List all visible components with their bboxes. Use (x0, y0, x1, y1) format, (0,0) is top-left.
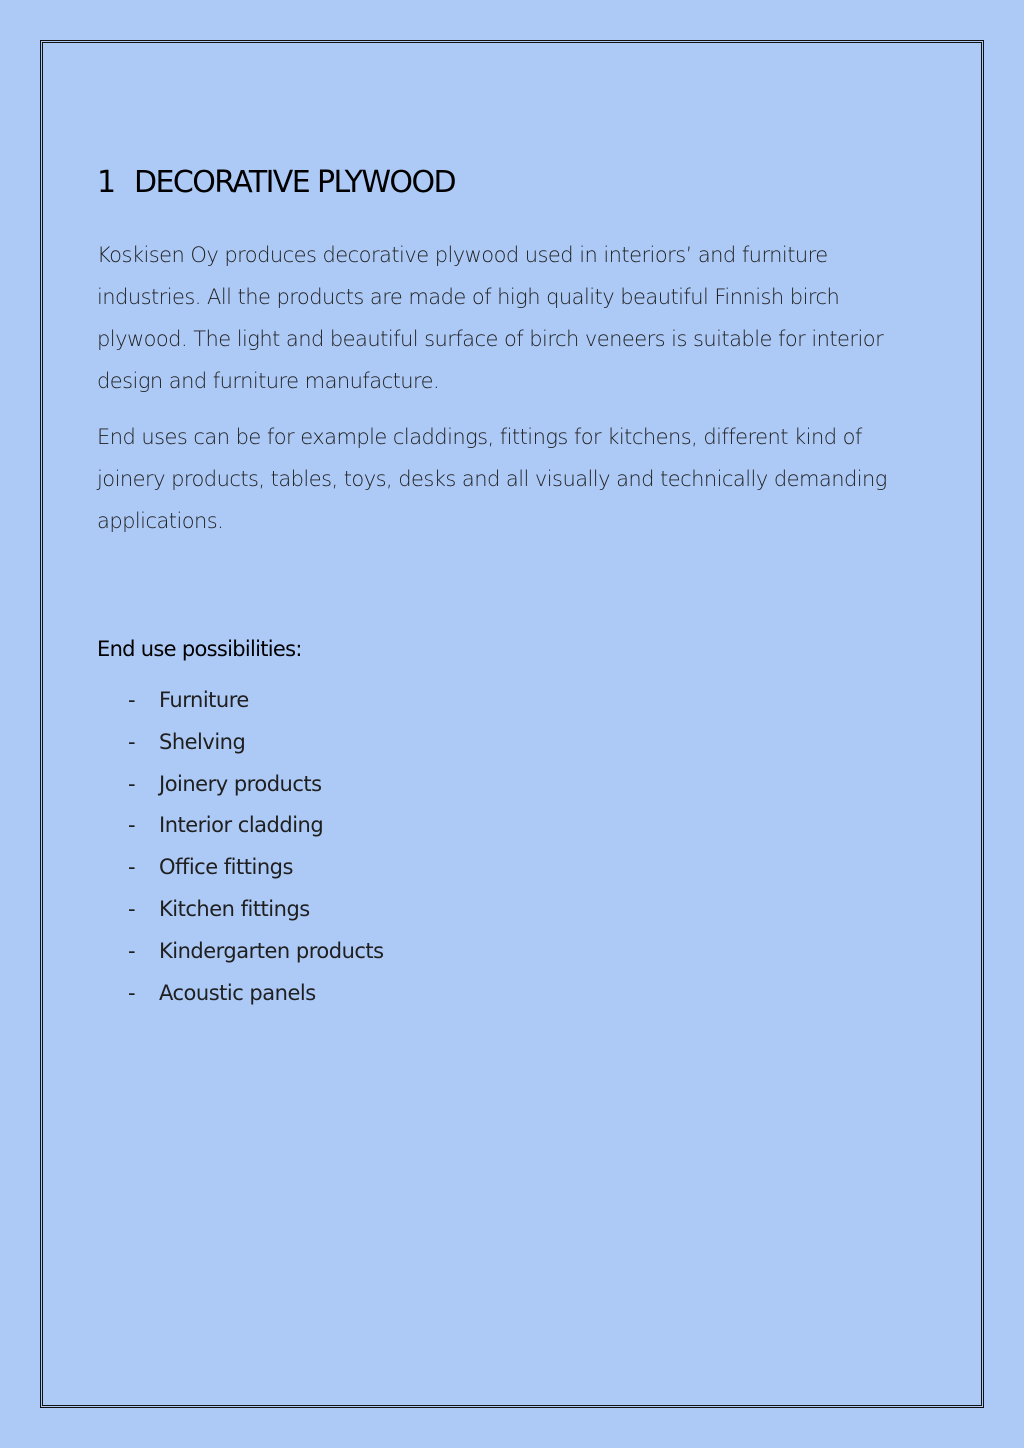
section-heading (97, 162, 897, 204)
bullet-dash: - (128, 855, 136, 880)
list-item (97, 764, 897, 806)
list-item (97, 680, 897, 722)
end-use-list (97, 680, 897, 1014)
list-item-text: Acoustic panels (159, 980, 316, 1005)
list-item-text: Joinery products (159, 771, 322, 796)
bullet-dash: - (128, 938, 136, 963)
list-item-text: Kitchen fittings (159, 896, 310, 921)
document-content (97, 162, 897, 1014)
bullet-dash: - (128, 729, 136, 754)
list-item-text: Interior cladding (159, 813, 324, 838)
bullet-dash: - (128, 688, 136, 712)
section-number: 1 (97, 165, 115, 200)
intro-paragraph: Koskisen Oy produces decorative plywood used in interiors’ and furniture industries. All the products are made of high quality beautiful Finnish birch plywood. The light and beautiful surface of birch veneers is suitable for interior design and furniture manufacture. (97, 243, 884, 393)
list-item-text: Kindergarten products (159, 938, 384, 963)
end-use-heading: End use possibilities: (97, 637, 302, 661)
end-uses-paragraph: End uses can be for example claddings, fittings for kitchens, different kind of joinery products, tables, toys, desks and all visually and technically demanding applications. (97, 425, 887, 533)
list-item (97, 973, 897, 1015)
list-item (97, 931, 897, 973)
bullet-dash: - (128, 813, 136, 838)
list-item (97, 722, 897, 764)
section-title: DECORATIVE PLYWOOD (134, 165, 455, 200)
list-item (97, 805, 897, 847)
list-item (97, 847, 897, 889)
bullet-dash: - (128, 896, 136, 921)
list-item-text: Office fittings (159, 855, 293, 880)
bullet-dash: - (128, 980, 136, 1005)
list-item (97, 889, 897, 931)
bullet-dash: - (128, 771, 136, 796)
list-item-text: Furniture (159, 688, 249, 712)
list-item-text: Shelving (159, 729, 246, 754)
